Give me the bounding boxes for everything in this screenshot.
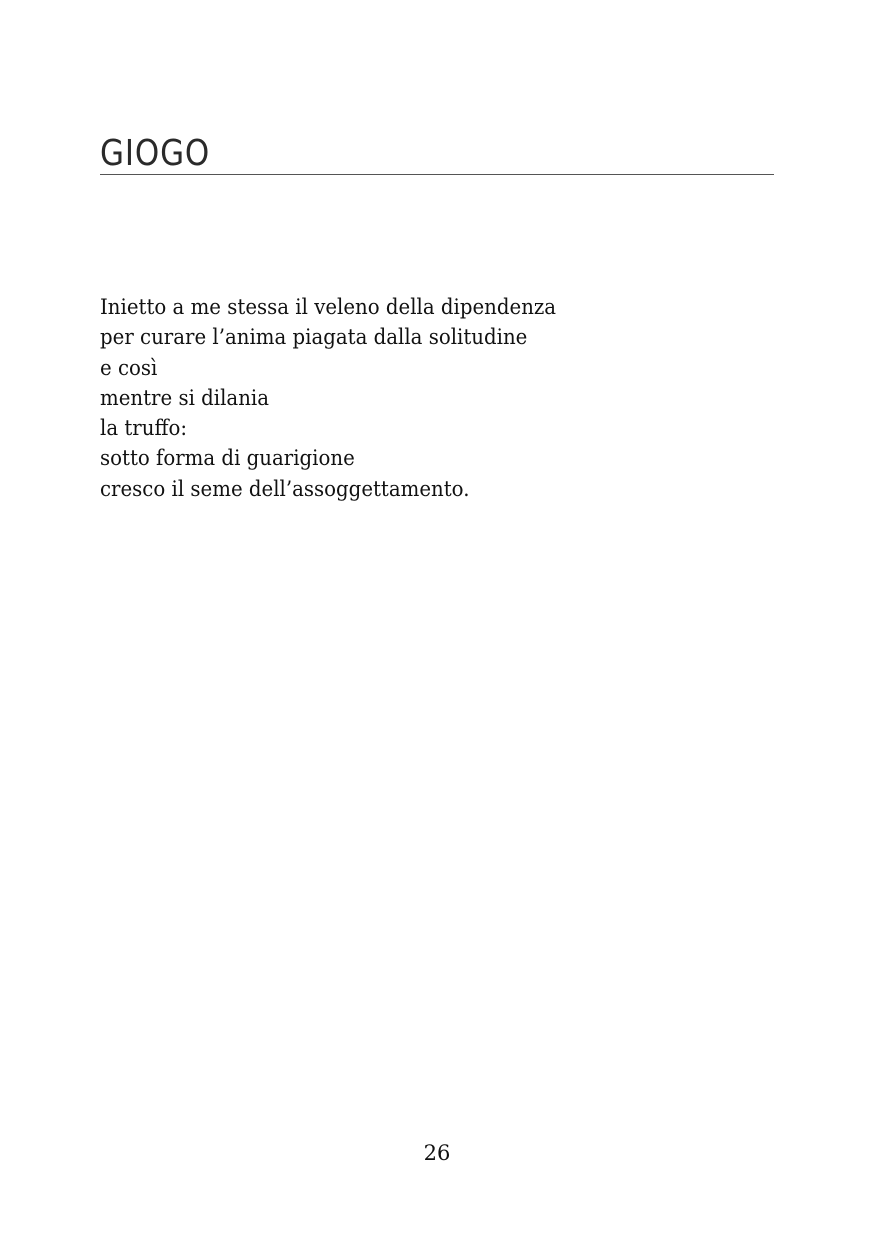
poem-title: GIOGO bbox=[100, 133, 211, 174]
title-underline bbox=[100, 174, 774, 175]
poem-line: sotto forma di guarigione bbox=[100, 446, 355, 471]
page-number: 26 bbox=[423, 1141, 451, 1165]
poem-line: e così bbox=[100, 355, 158, 380]
poem-line: per curare l’anima piagata dalla solitudine bbox=[100, 325, 528, 350]
poem-line: cresco il seme dell’assoggettamento. bbox=[100, 476, 470, 501]
poem-line: la truffo: bbox=[100, 416, 188, 441]
poem-line: Inietto a me stessa il veleno della dipendenza bbox=[100, 295, 557, 319]
poem-body bbox=[100, 292, 585, 504]
poem-line: mentre si dilania bbox=[100, 385, 269, 410]
